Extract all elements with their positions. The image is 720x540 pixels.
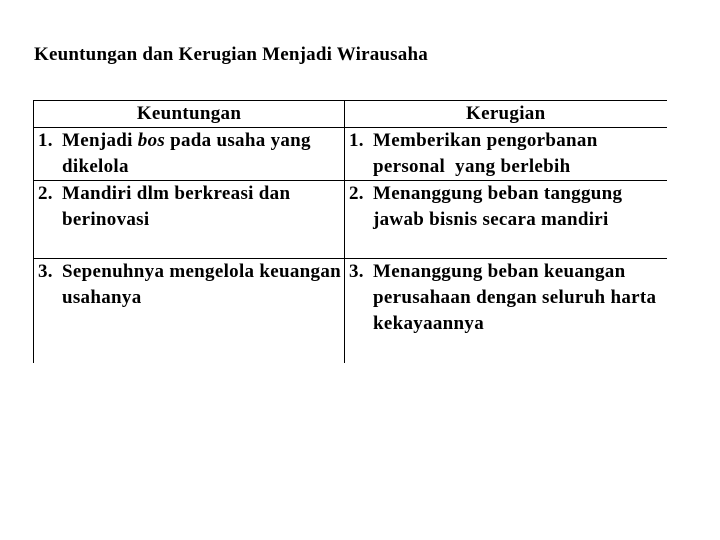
keuntungan-cell [34,128,345,181]
comparison-table [33,100,667,363]
kerugian-cell [345,259,667,363]
kerugian-cell [345,181,667,259]
item-number: 1. [349,130,364,151]
kerugian-cell [345,128,667,181]
keuntungan-cell [34,259,345,363]
item-number: 3. [38,261,53,282]
table-row [34,128,667,181]
table-row [34,181,667,259]
list-item [349,128,667,180]
comparison-table-container [33,100,666,363]
header-keuntungan: Keuntungan [34,101,345,128]
table-row [34,259,667,363]
page-title: Keuntungan dan Kerugian Menjadi Wirausaha [34,44,428,65]
list-item [38,259,344,311]
item-number: 2. [38,183,53,204]
table-header-row [34,101,667,128]
item-text: Menanggung beban keuangan perusahaan dengan seluruh harta kekayaannya [373,261,657,334]
list-item [349,259,667,337]
item-number: 2. [349,183,364,204]
item-text: Mandiri dlm berkreasi dan berinovasi [62,183,291,230]
header-kerugian: Kerugian [345,101,667,128]
keuntungan-cell [34,181,345,259]
item-number: 1. [38,130,53,151]
list-item [38,181,344,233]
item-text: Sepenuhnya mengelola keuangan usahanya [62,261,341,308]
list-item [38,128,344,180]
item-text-post: pada usaha yang dikelola [62,130,311,177]
item-text: Menanggung beban tanggung jawab bisnis secara mandiri [373,183,623,230]
item-text-pre: Menjadi [62,130,138,151]
item-number: 3. [349,261,364,282]
item-text-emphasis: bos [137,130,166,151]
list-item [349,181,667,233]
item-text: Memberikan pengorbanan personal yang berlebih [373,130,603,177]
